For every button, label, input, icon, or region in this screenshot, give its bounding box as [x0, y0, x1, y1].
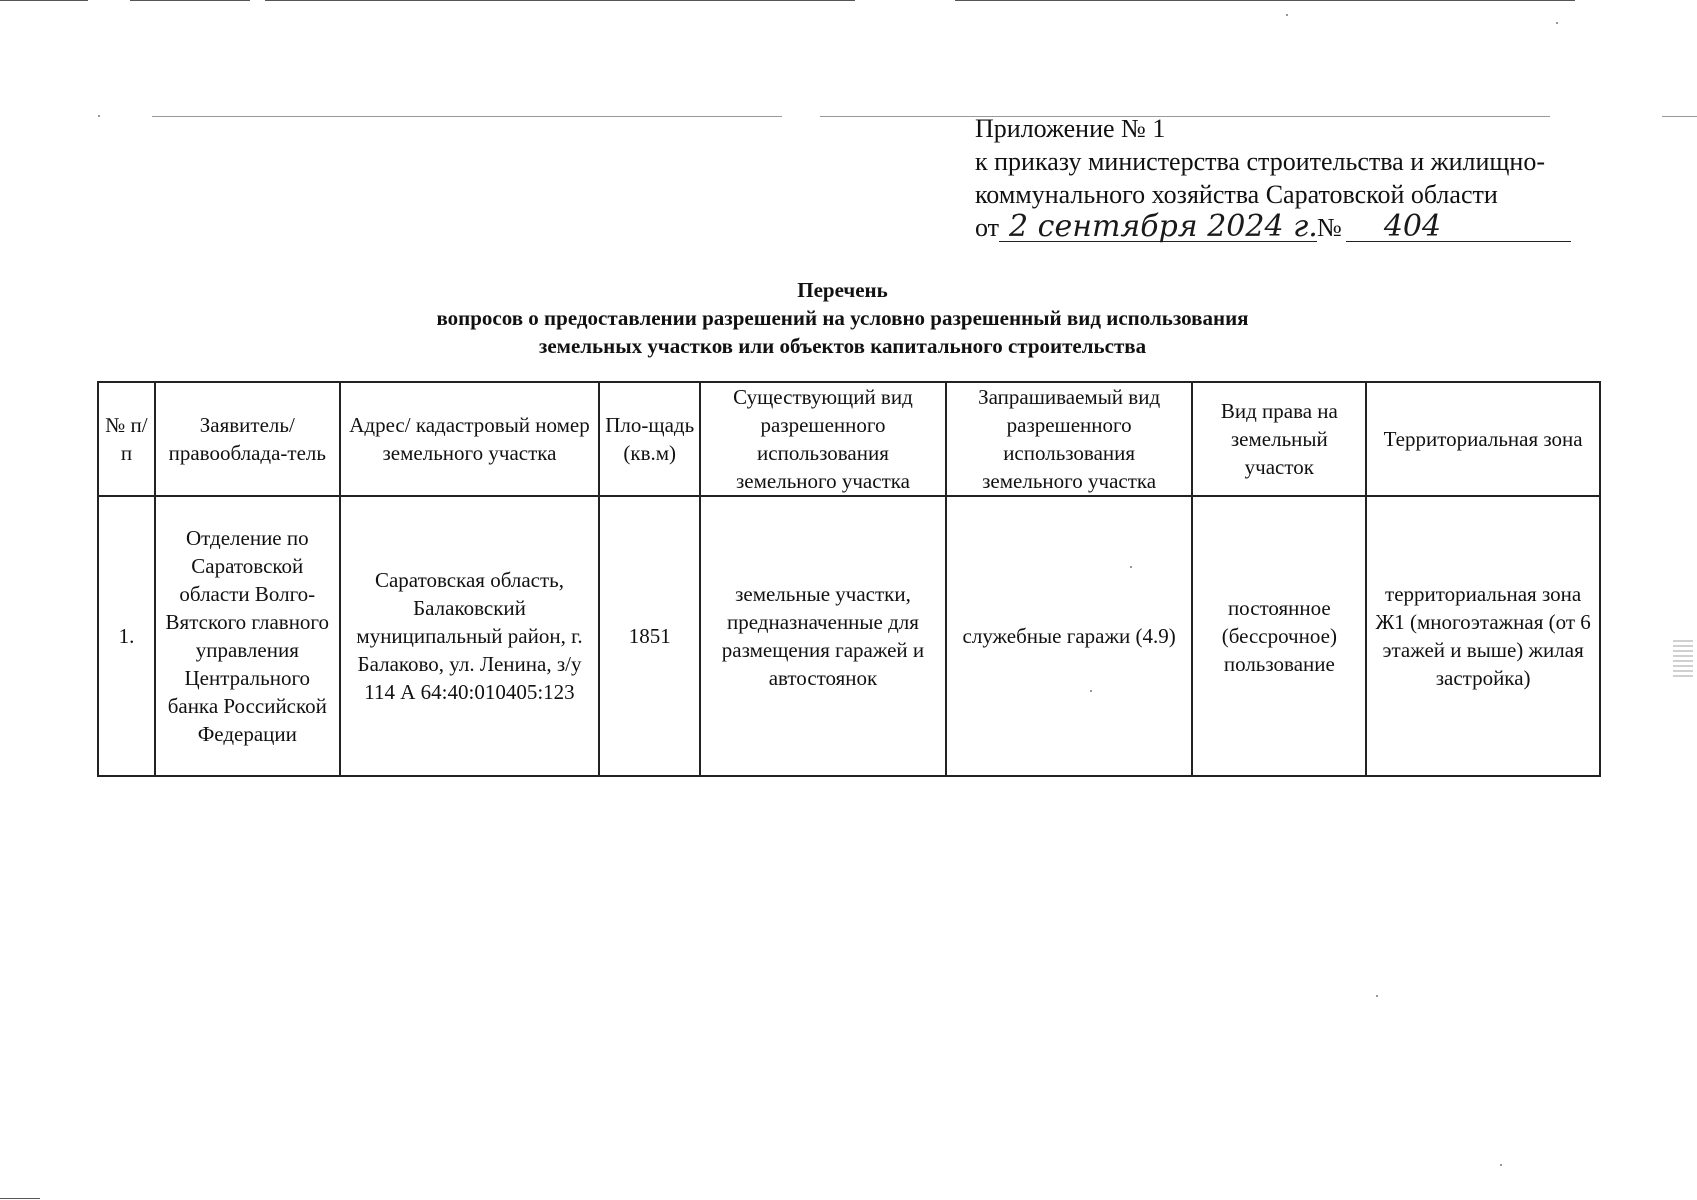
document-subheading-2: земельных участков или объектов капитального строительства [538, 334, 1147, 358]
cell-requested-use: служебные гаражи (4.9) [946, 496, 1193, 776]
number-prefix: № [1317, 213, 1342, 242]
appendix-line-1: к приказу министерства строительства и жилищно- [975, 147, 1545, 176]
date-prefix: от [975, 213, 1000, 242]
scan-line-top-2 [130, 0, 250, 1]
scan-speck [1286, 14, 1288, 16]
cell-applicant: Отделение по Саратовской области Волго-Вятского главного управления Центрального банка Российской Федерации [155, 496, 340, 776]
scan-speck [1376, 995, 1378, 997]
appendix-title: Приложение № 1 [975, 114, 1166, 143]
scan-line-header-3 [1662, 116, 1697, 117]
scan-line-top-1 [0, 0, 88, 1]
header-area: Пло-щадь (кв.м) [599, 382, 700, 496]
document-subheading-1: вопросов о предоставлении разрешений на условно разрешенный вид использования [436, 306, 1249, 330]
table-header-row [98, 382, 1600, 496]
cell-existing-use: земельные участки, предназначенные для размещения гаражей и автостоянок [700, 496, 946, 776]
permits-table [97, 381, 1601, 777]
scan-edge-marks [1673, 640, 1693, 680]
header-num: № п/п [98, 382, 155, 496]
document-heading: Перечень [797, 278, 888, 302]
header-address: Адрес/ кадастровый номер земельного участка [340, 382, 600, 496]
handwritten-date: 2 сентября 2024 г. [999, 213, 1317, 242]
header-right-type: Вид права на земельный участок [1192, 382, 1366, 496]
appendix-line-2: коммунального хозяйства Саратовской области [975, 180, 1498, 209]
table-row [98, 496, 1600, 776]
handwritten-number: 404 [1346, 213, 1571, 242]
scan-line-header-1 [152, 116, 782, 117]
cell-zone: территориальная зона Ж1 (многоэтажная (от 6 этажей и выше) жилая застройка) [1366, 496, 1600, 776]
header-existing-use: Существующий вид разрешенного использования земельного участка [700, 382, 946, 496]
appendix-header [975, 112, 1615, 244]
cell-area: 1851 [599, 496, 700, 776]
header-applicant: Заявитель/ правооблада-тель [155, 382, 340, 496]
cell-num: 1. [98, 496, 155, 776]
document-title [300, 276, 1385, 360]
scan-speck [98, 115, 100, 117]
cell-right-type: постоянное (бессрочное) пользование [1192, 496, 1366, 776]
scan-speck [1556, 22, 1558, 24]
header-zone: Территориальная зона [1366, 382, 1600, 496]
scan-line-top-4 [955, 0, 1575, 1]
scan-line-top-3 [265, 0, 855, 1]
scan-speck [1500, 1164, 1502, 1166]
scan-line-bottom [0, 1198, 40, 1199]
header-requested-use: Запрашиваемый вид разрешенного использования земельного участка [946, 382, 1193, 496]
appendix-date-number-line [975, 211, 1615, 244]
cell-address: Саратовская область, Балаковский муниципальный район, г. Балаково, ул. Ленина, з/у 114 А 64:40:010405:123 [340, 496, 600, 776]
